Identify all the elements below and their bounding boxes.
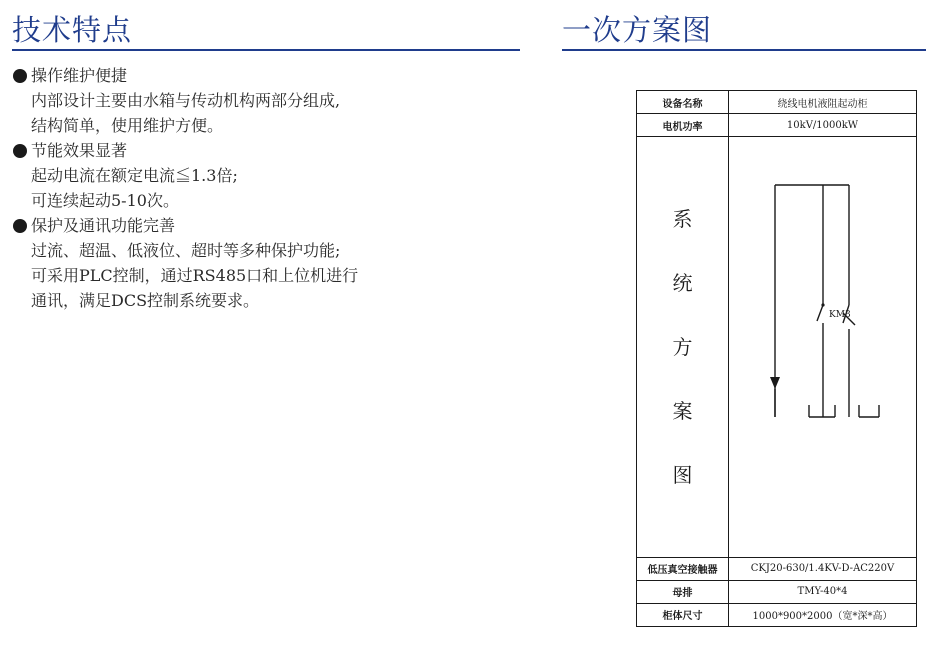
feature-item — [13, 138, 513, 163]
feature-text: 内部设计主要由水箱与传动机构两部分组成, — [31, 91, 341, 110]
motor-power-value: 10kV/1000kW — [729, 114, 917, 137]
feature-text: 通讯，满足DCS控制系统要求。 — [31, 291, 260, 310]
diagram-label-char: 系 — [672, 206, 693, 231]
contactor-node-dot — [821, 303, 824, 306]
contactor-label: KM3 — [829, 310, 851, 321]
feature-item — [13, 63, 513, 88]
cabinet-size-label: 柜体尺寸 — [637, 603, 729, 626]
feature-text: 过流、超温、低液位、超时等多种保护功能; — [31, 241, 341, 260]
feature-heading: 节能效果显著 — [31, 141, 128, 160]
feature-item — [13, 213, 513, 238]
contactor-switch-blade — [817, 305, 823, 321]
feature-heading: 操作维护便捷 — [31, 66, 128, 85]
scheme-table — [636, 90, 917, 627]
features-title: 技术特点 — [12, 13, 133, 47]
feature-text: 结构简单，使用维护方便。 — [31, 116, 224, 135]
diagram-label-char: 统 — [672, 270, 693, 295]
diagram-label-cell — [637, 137, 729, 558]
cabinet-size-value: 1000*900*2000（宽*深*高） — [729, 603, 917, 626]
features-list — [13, 63, 513, 313]
bullet-icon — [13, 144, 27, 158]
vacuum-contactor-value: CKJ20-630/1.4KV-D-AC220V — [729, 557, 917, 580]
scheme-title-rule — [562, 49, 926, 51]
motor-power-label: 电机功率 — [637, 114, 729, 137]
scheme-title: 一次方案图 — [562, 13, 713, 47]
bullet-icon — [13, 219, 27, 233]
device-name-label: 设备名称 — [637, 91, 729, 114]
busbar-value: TMY-40*4 — [729, 580, 917, 603]
feature-text: 可连续起动5-10次。 — [31, 191, 179, 210]
bullet-icon — [13, 69, 27, 83]
vacuum-contactor-label: 低压真空接触器 — [637, 557, 729, 580]
diagram-vertical-label — [637, 187, 728, 507]
arrow-down-icon — [770, 377, 780, 389]
feature-heading: 保护及通讯功能完善 — [31, 216, 176, 235]
diagram-label-char: 方 — [672, 334, 693, 359]
circuit-diagram-cell — [729, 137, 917, 558]
device-name-value: 绕线电机液阻起动柜 — [729, 91, 917, 114]
circuit-diagram — [729, 137, 917, 557]
diagram-label-char: 图 — [672, 462, 693, 487]
features-title-rule — [12, 49, 520, 51]
busbar-label: 母排 — [637, 580, 729, 603]
feature-text: 起动电流在额定电流≦1.3倍; — [31, 166, 238, 185]
feature-text: 可采用PLC控制，通过RS485口和上位机进行 — [31, 266, 359, 285]
diagram-label-char: 案 — [672, 398, 693, 423]
